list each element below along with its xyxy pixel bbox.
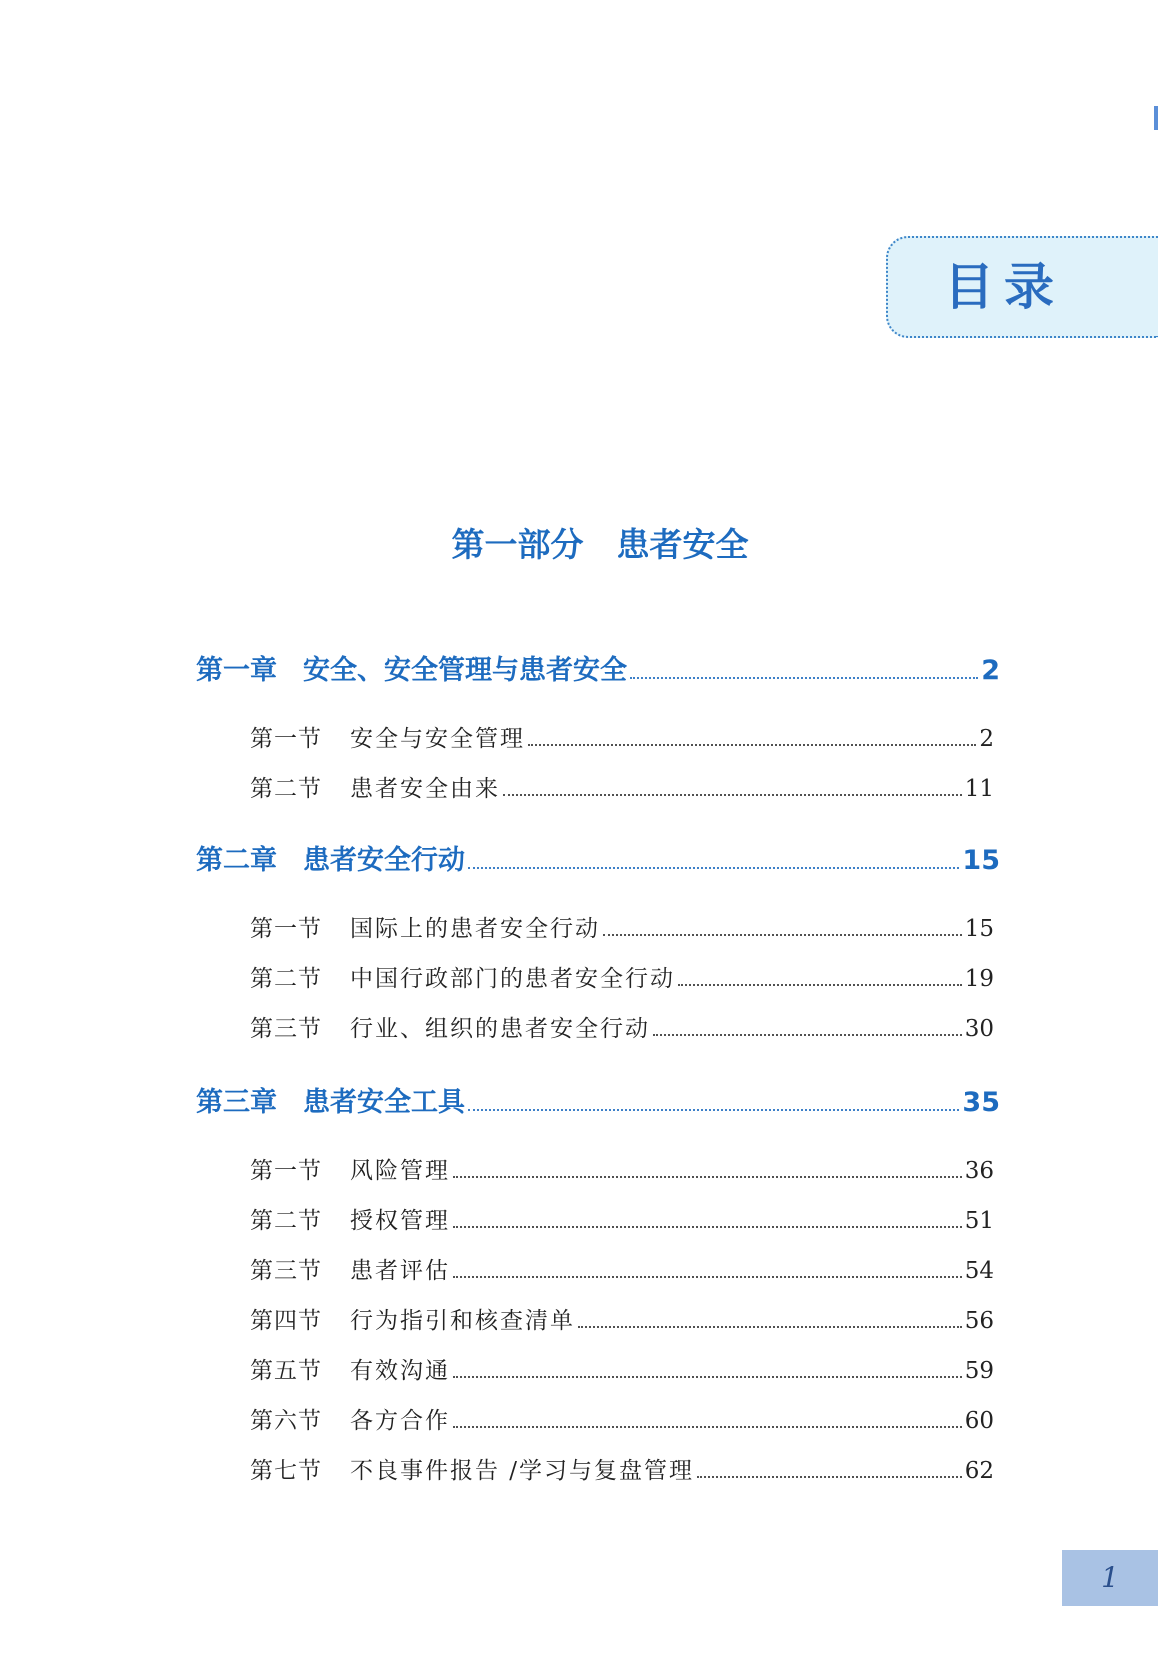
section-page: 51 (964, 1208, 994, 1234)
section-number: 第二节 (250, 776, 322, 802)
section-number: 第一节 (250, 1158, 322, 1184)
section-number: 第三节 (250, 1016, 322, 1042)
chapter-number: 第一章 (196, 655, 277, 686)
section-title: 中国行政部门的患者安全行动 (350, 966, 675, 992)
toc-section[interactable] (250, 1202, 994, 1235)
section-page: 30 (964, 1016, 994, 1042)
section-title: 国际上的患者安全行动 (350, 916, 600, 942)
chapter-number: 第二章 (196, 845, 277, 876)
section-title: 各方合作 (350, 1408, 450, 1434)
section-title: 患者评估 (350, 1258, 450, 1284)
chapter-title: 患者安全工具 (303, 1087, 465, 1118)
leader-dots (468, 1109, 959, 1111)
toc-section[interactable] (250, 1452, 994, 1485)
leader-dots (630, 677, 978, 679)
section-page: 11 (964, 776, 994, 802)
section-number: 第三节 (250, 1258, 322, 1284)
leader-dots (678, 984, 962, 986)
section-title: 安全与安全管理 (350, 726, 525, 752)
chapter-title: 患者安全行动 (303, 845, 465, 876)
section-title: 不良事件报告 /学习与复盘管理 (350, 1458, 695, 1484)
leader-dots (453, 1176, 962, 1178)
section-number: 第一节 (250, 726, 322, 752)
section-page: 19 (964, 966, 994, 992)
toc-chapter-2[interactable] (196, 838, 1000, 877)
leader-dots (653, 1034, 962, 1036)
section-number: 第四节 (250, 1308, 322, 1334)
section-title: 风险管理 (350, 1158, 450, 1184)
toc-section[interactable] (250, 1252, 994, 1285)
section-title: 授权管理 (350, 1208, 450, 1234)
section-page: 59 (964, 1358, 994, 1384)
leader-dots (528, 744, 976, 746)
section-number: 第一节 (250, 916, 322, 942)
toc-title: 目录 (944, 258, 1064, 316)
toc-section[interactable] (250, 910, 994, 943)
chapter-title: 安全、安全管理与患者安全 (303, 655, 627, 686)
chapter-number: 第三章 (196, 1087, 277, 1118)
leader-dots (453, 1376, 962, 1378)
leader-dots (453, 1276, 962, 1278)
section-page: 54 (964, 1258, 994, 1284)
page-number: 1 (1062, 1550, 1158, 1606)
section-page: 15 (964, 916, 994, 942)
leader-dots (578, 1326, 962, 1328)
leader-dots (453, 1426, 962, 1428)
section-page: 36 (964, 1158, 994, 1184)
toc-section[interactable] (250, 720, 994, 753)
section-page: 56 (964, 1308, 994, 1334)
leader-dots (503, 794, 962, 796)
section-title: 行为指引和核查清单 (350, 1308, 575, 1334)
toc-chapter-3[interactable] (196, 1080, 1000, 1119)
section-title: 有效沟通 (350, 1358, 450, 1384)
section-page: 2 (979, 726, 994, 752)
section-number: 第六节 (250, 1408, 322, 1434)
chapter-page: 15 (962, 845, 1000, 876)
toc-section[interactable] (250, 960, 994, 993)
section-page: 62 (964, 1458, 994, 1484)
section-number: 第二节 (250, 1208, 322, 1234)
toc-section[interactable] (250, 1152, 994, 1185)
leader-dots (453, 1226, 962, 1228)
section-page: 60 (964, 1408, 994, 1434)
leader-dots (697, 1476, 962, 1478)
section-number: 第二节 (250, 966, 322, 992)
section-number: 第七节 (250, 1458, 322, 1484)
section-title: 患者安全由来 (350, 776, 500, 802)
chapter-page: 35 (962, 1087, 1000, 1118)
toc-section[interactable] (250, 1302, 994, 1335)
section-number: 第五节 (250, 1358, 322, 1384)
leader-dots (468, 867, 959, 869)
toc-section[interactable] (250, 770, 994, 803)
toc-section[interactable] (250, 1402, 994, 1435)
toc-section[interactable] (250, 1010, 994, 1043)
toc-chapter-1[interactable] (196, 648, 1000, 687)
toc-section[interactable] (250, 1352, 994, 1385)
leader-dots (603, 934, 962, 936)
section-title: 行业、组织的患者安全行动 (350, 1016, 650, 1042)
part-title: 第一部分 患者安全 (451, 525, 749, 564)
chapter-page: 2 (981, 655, 1000, 686)
